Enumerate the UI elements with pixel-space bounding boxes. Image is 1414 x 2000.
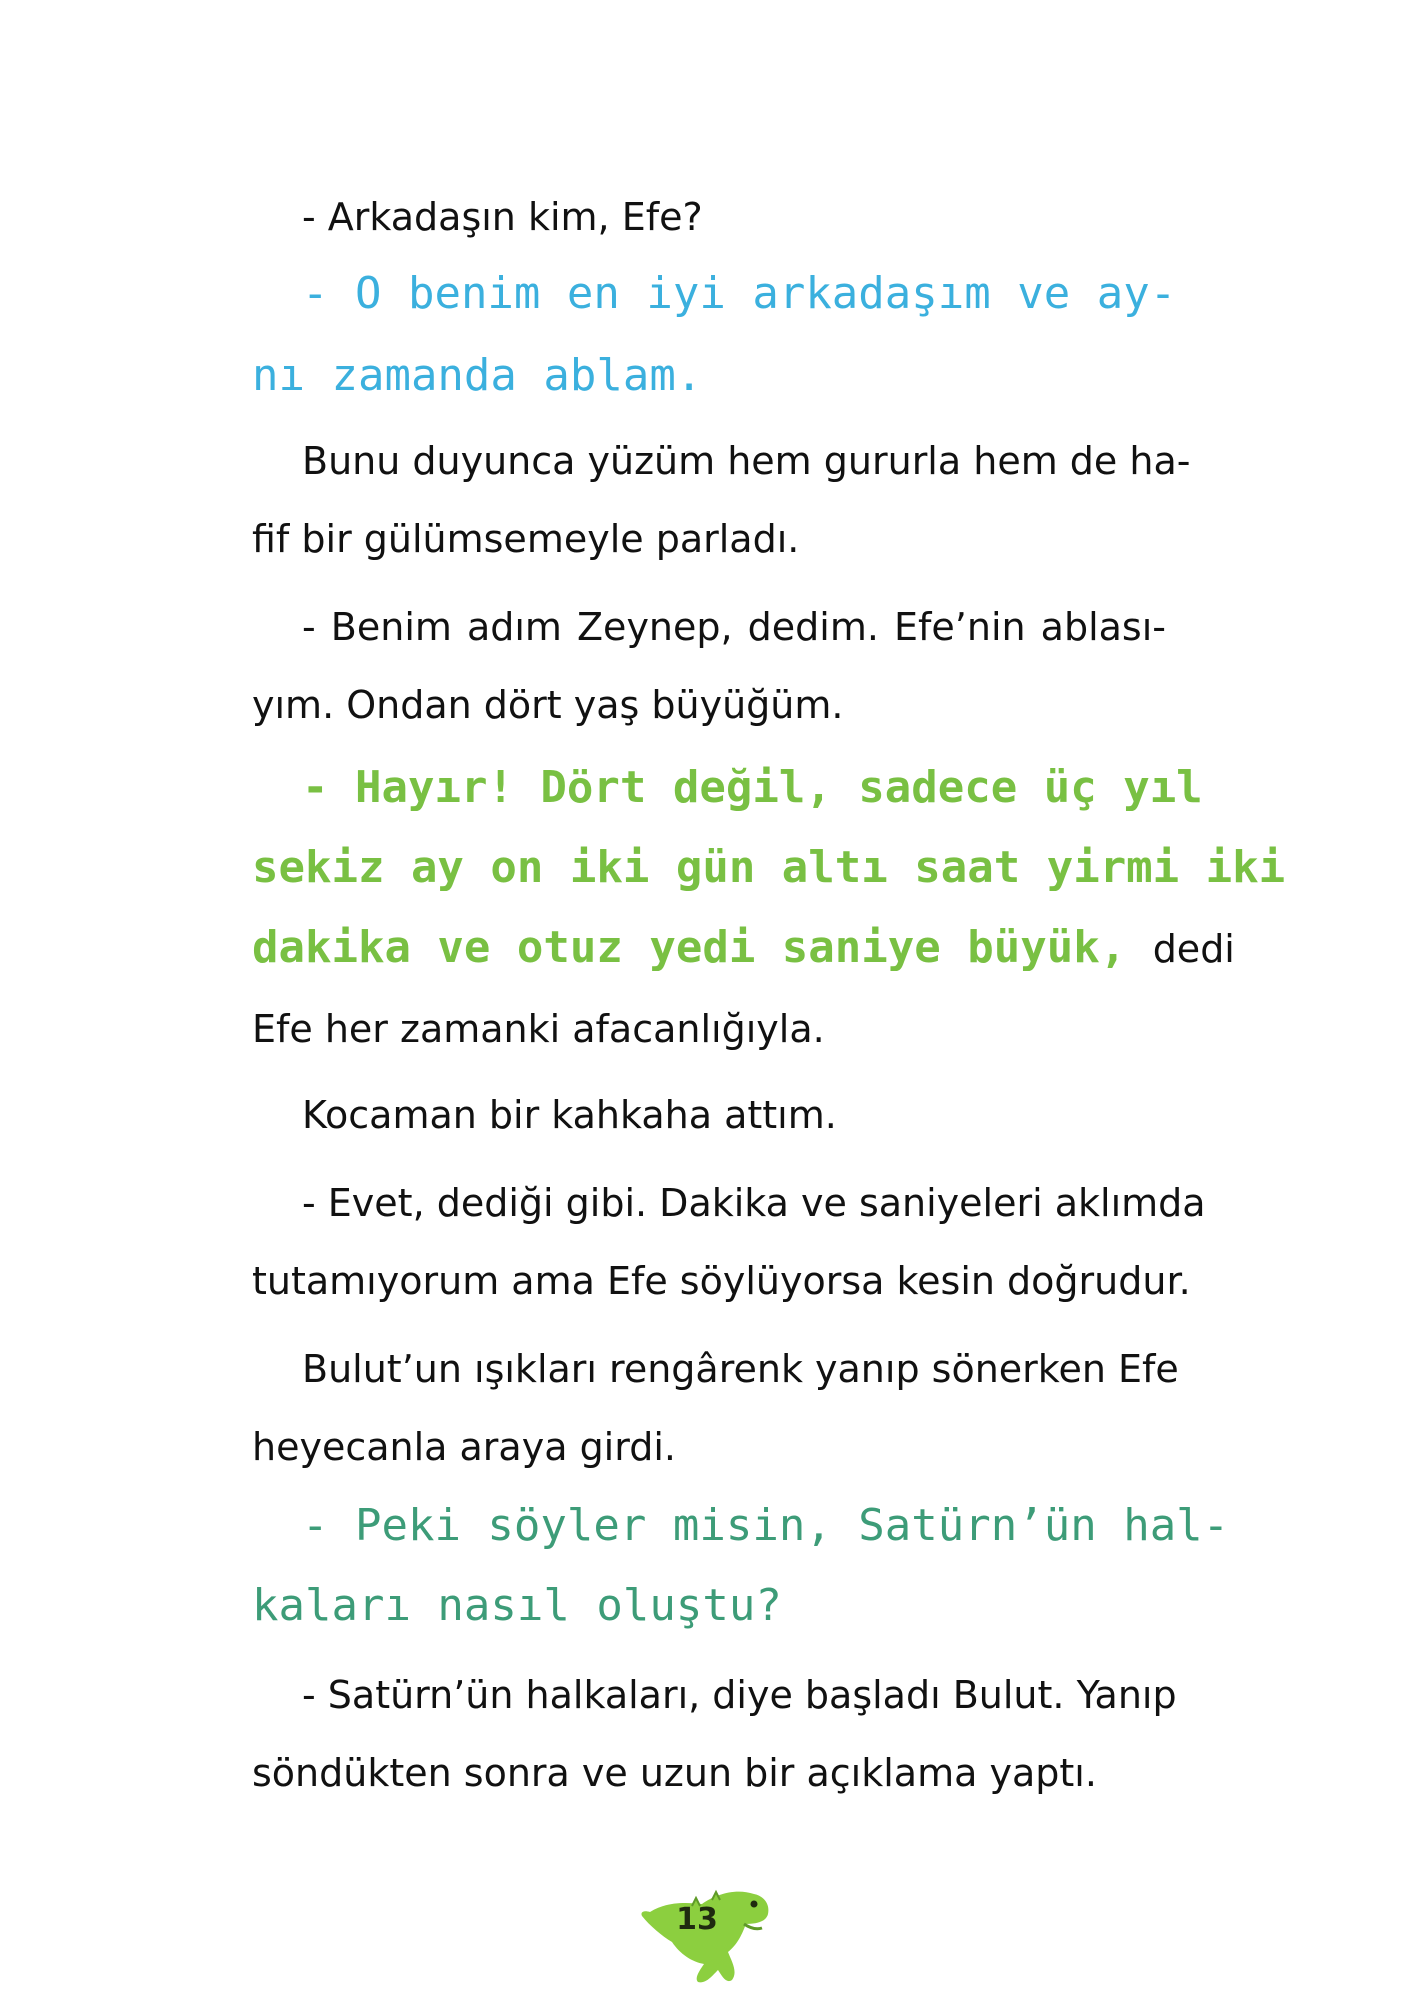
- efe-speech-line: - Hayır! Dört değil, sadece üç yıl: [302, 762, 1203, 813]
- text-line: heyecanla araya girdi.: [252, 1425, 676, 1469]
- page-number: 13: [676, 1902, 718, 1937]
- efe-speech-line: - O benim en iyi arkadaşım ve ay-: [302, 268, 1177, 319]
- text-line: Efe her zamanki afacanlığıyla.: [252, 1007, 825, 1051]
- text-line: Kocaman bir kahkaha attım.: [302, 1093, 837, 1137]
- text-line: fif bir gülümsemeyle parladı.: [252, 517, 800, 561]
- efe-speech-text: dakika ve otuz yedi saniye büyük,: [252, 922, 1127, 973]
- text-line: Bunu duyunca yüzüm hem gururla hem de ha-: [302, 439, 1191, 483]
- text-line: yım. Ondan dört yaş büyüğüm.: [252, 683, 844, 727]
- efe-speech-line: - Peki söyler misin, Satürn’ün hal-: [302, 1500, 1230, 1551]
- text-line: Bulut’un ışıkları rengârenk yanıp sönerken Efe: [302, 1347, 1179, 1391]
- efe-speech-line: sekiz ay on iki gün altı saat yirmi iki: [252, 842, 1286, 893]
- efe-speech-line: [252, 918, 1235, 979]
- efe-speech-line: nı zamanda ablam.: [252, 350, 703, 401]
- text-line: - Arkadaşın kim, Efe?: [302, 195, 703, 239]
- text-line: tutamıyorum ama Efe söylüyorsa kesin doğrudur.: [252, 1259, 1191, 1303]
- text-line: - Evet, dediği gibi. Dakika ve saniyeleri aklımda: [302, 1181, 1206, 1225]
- text-segment: dedi: [1152, 927, 1235, 971]
- text-line: söndükten sonra ve uzun bir açıklama yaptı.: [252, 1751, 1097, 1795]
- text-line: - Satürn’ün halkaları, diye başladı Bulut. Yanıp: [302, 1673, 1177, 1717]
- efe-speech-line: kaları nasıl oluştu?: [252, 1580, 782, 1631]
- text-line: - Benim adım Zeynep, dedim. Efe’nin ablası-: [302, 605, 1166, 649]
